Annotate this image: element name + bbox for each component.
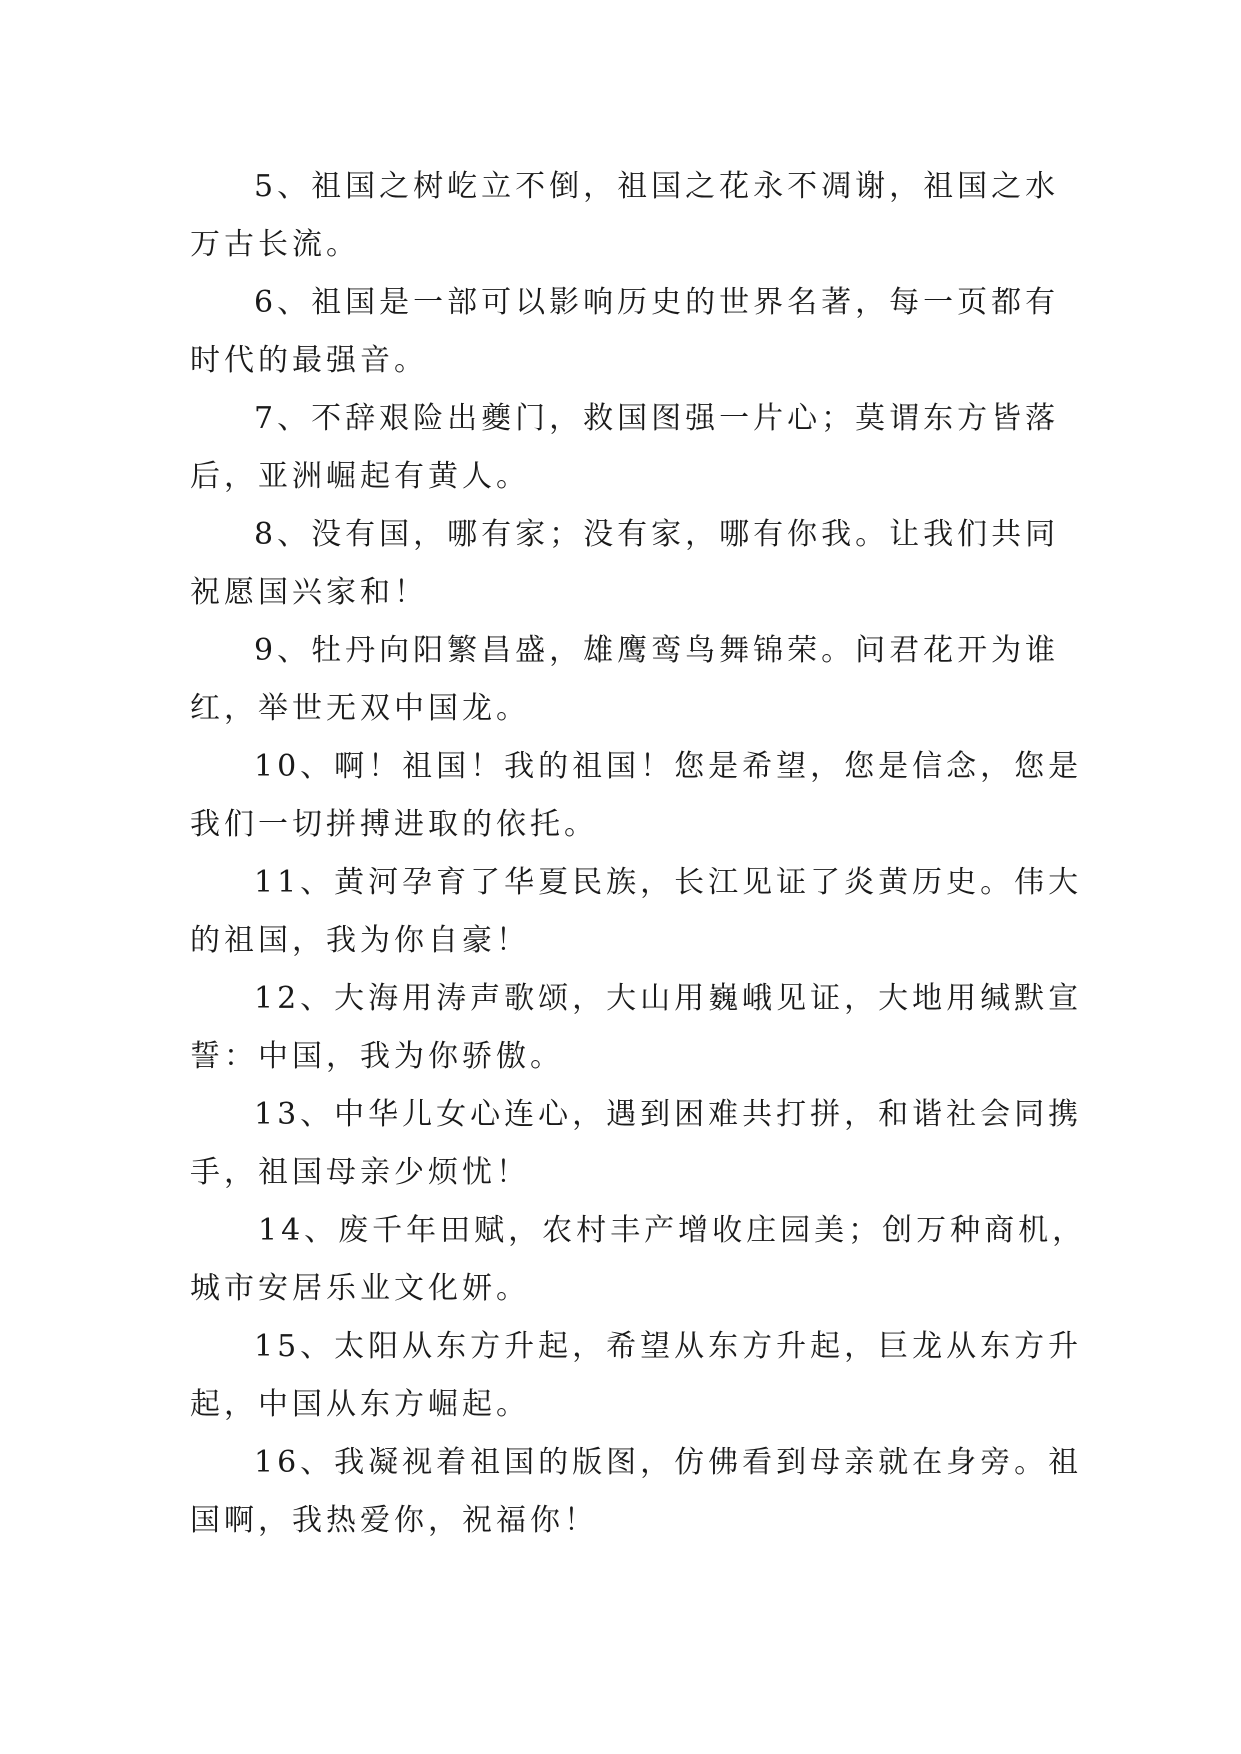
paragraph-line: 16、我凝视着祖国的版图，仿佛看到母亲就在身旁。祖 xyxy=(254,1445,1083,1480)
paragraph-line: 祝愿国兴家和！ xyxy=(190,575,428,610)
paragraph-line: 万古长流。 xyxy=(190,227,360,262)
paragraph-line: 后，亚洲崛起有黄人。 xyxy=(190,459,530,494)
paragraph-line: 15、太阳从东方升起，希望从东方升起，巨龙从东方升 xyxy=(254,1329,1083,1364)
paragraph-11 xyxy=(190,854,1083,970)
paragraph-5 xyxy=(190,158,1070,274)
paragraph-10 xyxy=(190,738,1083,854)
paragraph-8 xyxy=(190,506,1070,622)
paragraph-line: 城市安居乐业文化妍。 xyxy=(190,1271,530,1306)
paragraph-line: 12、大海用涛声歌颂，大山用巍峨见证，大地用缄默宣 xyxy=(254,981,1083,1016)
paragraph-12 xyxy=(190,970,1083,1086)
paragraph-line: 我们一切拼搏进取的依托。 xyxy=(190,807,598,842)
paragraph-16 xyxy=(190,1434,1083,1550)
paragraph-14 xyxy=(190,1202,1087,1318)
paragraph-line: 的祖国，我为你自豪！ xyxy=(190,923,530,958)
paragraph-15 xyxy=(190,1318,1083,1434)
paragraph-line: 红，举世无双中国龙。 xyxy=(190,691,530,726)
paragraph-line: 9、牡丹向阳繁昌盛，雄鹰鸾鸟舞锦荣。问君花开为谁 xyxy=(254,633,1060,668)
document-body xyxy=(190,158,1087,1550)
paragraph-line: 国啊，我热爱你，祝福你！ xyxy=(190,1503,598,1538)
paragraph-7 xyxy=(190,390,1070,506)
paragraph-line: 8、没有国，哪有家；没有家，哪有你我。让我们共同 xyxy=(254,517,1060,552)
paragraph-line: 时代的最强音。 xyxy=(190,343,428,378)
paragraph-line: 6、祖国是一部可以影响历史的世界名著，每一页都有 xyxy=(254,285,1060,320)
paragraph-line: 11、黄河孕育了华夏民族，长江见证了炎黄历史。伟大 xyxy=(254,865,1083,900)
paragraph-line: 13、中华儿女心连心，遇到困难共打拼，和谐社会同携 xyxy=(254,1097,1083,1132)
paragraph-line: 起，中国从东方崛起。 xyxy=(190,1387,530,1422)
paragraph-9 xyxy=(190,622,1070,738)
paragraph-line: 7、不辞艰险出夔门，救国图强一片心；莫谓东方皆落 xyxy=(254,401,1060,436)
paragraph-line: 5、祖国之树屹立不倒，祖国之花永不凋谢，祖国之水 xyxy=(254,169,1060,204)
paragraph-6 xyxy=(190,274,1070,390)
paragraph-line: 誓：中国，我为你骄傲。 xyxy=(190,1039,564,1074)
paragraph-line: 10、啊！祖国！我的祖国！您是希望，您是信念，您是 xyxy=(254,749,1083,784)
paragraph-line: 14、废千年田赋，农村丰产增收庄园美；创万种商机， xyxy=(258,1213,1087,1248)
paragraph-line: 手，祖国母亲少烦忧！ xyxy=(190,1155,530,1190)
paragraph-13 xyxy=(190,1086,1083,1202)
